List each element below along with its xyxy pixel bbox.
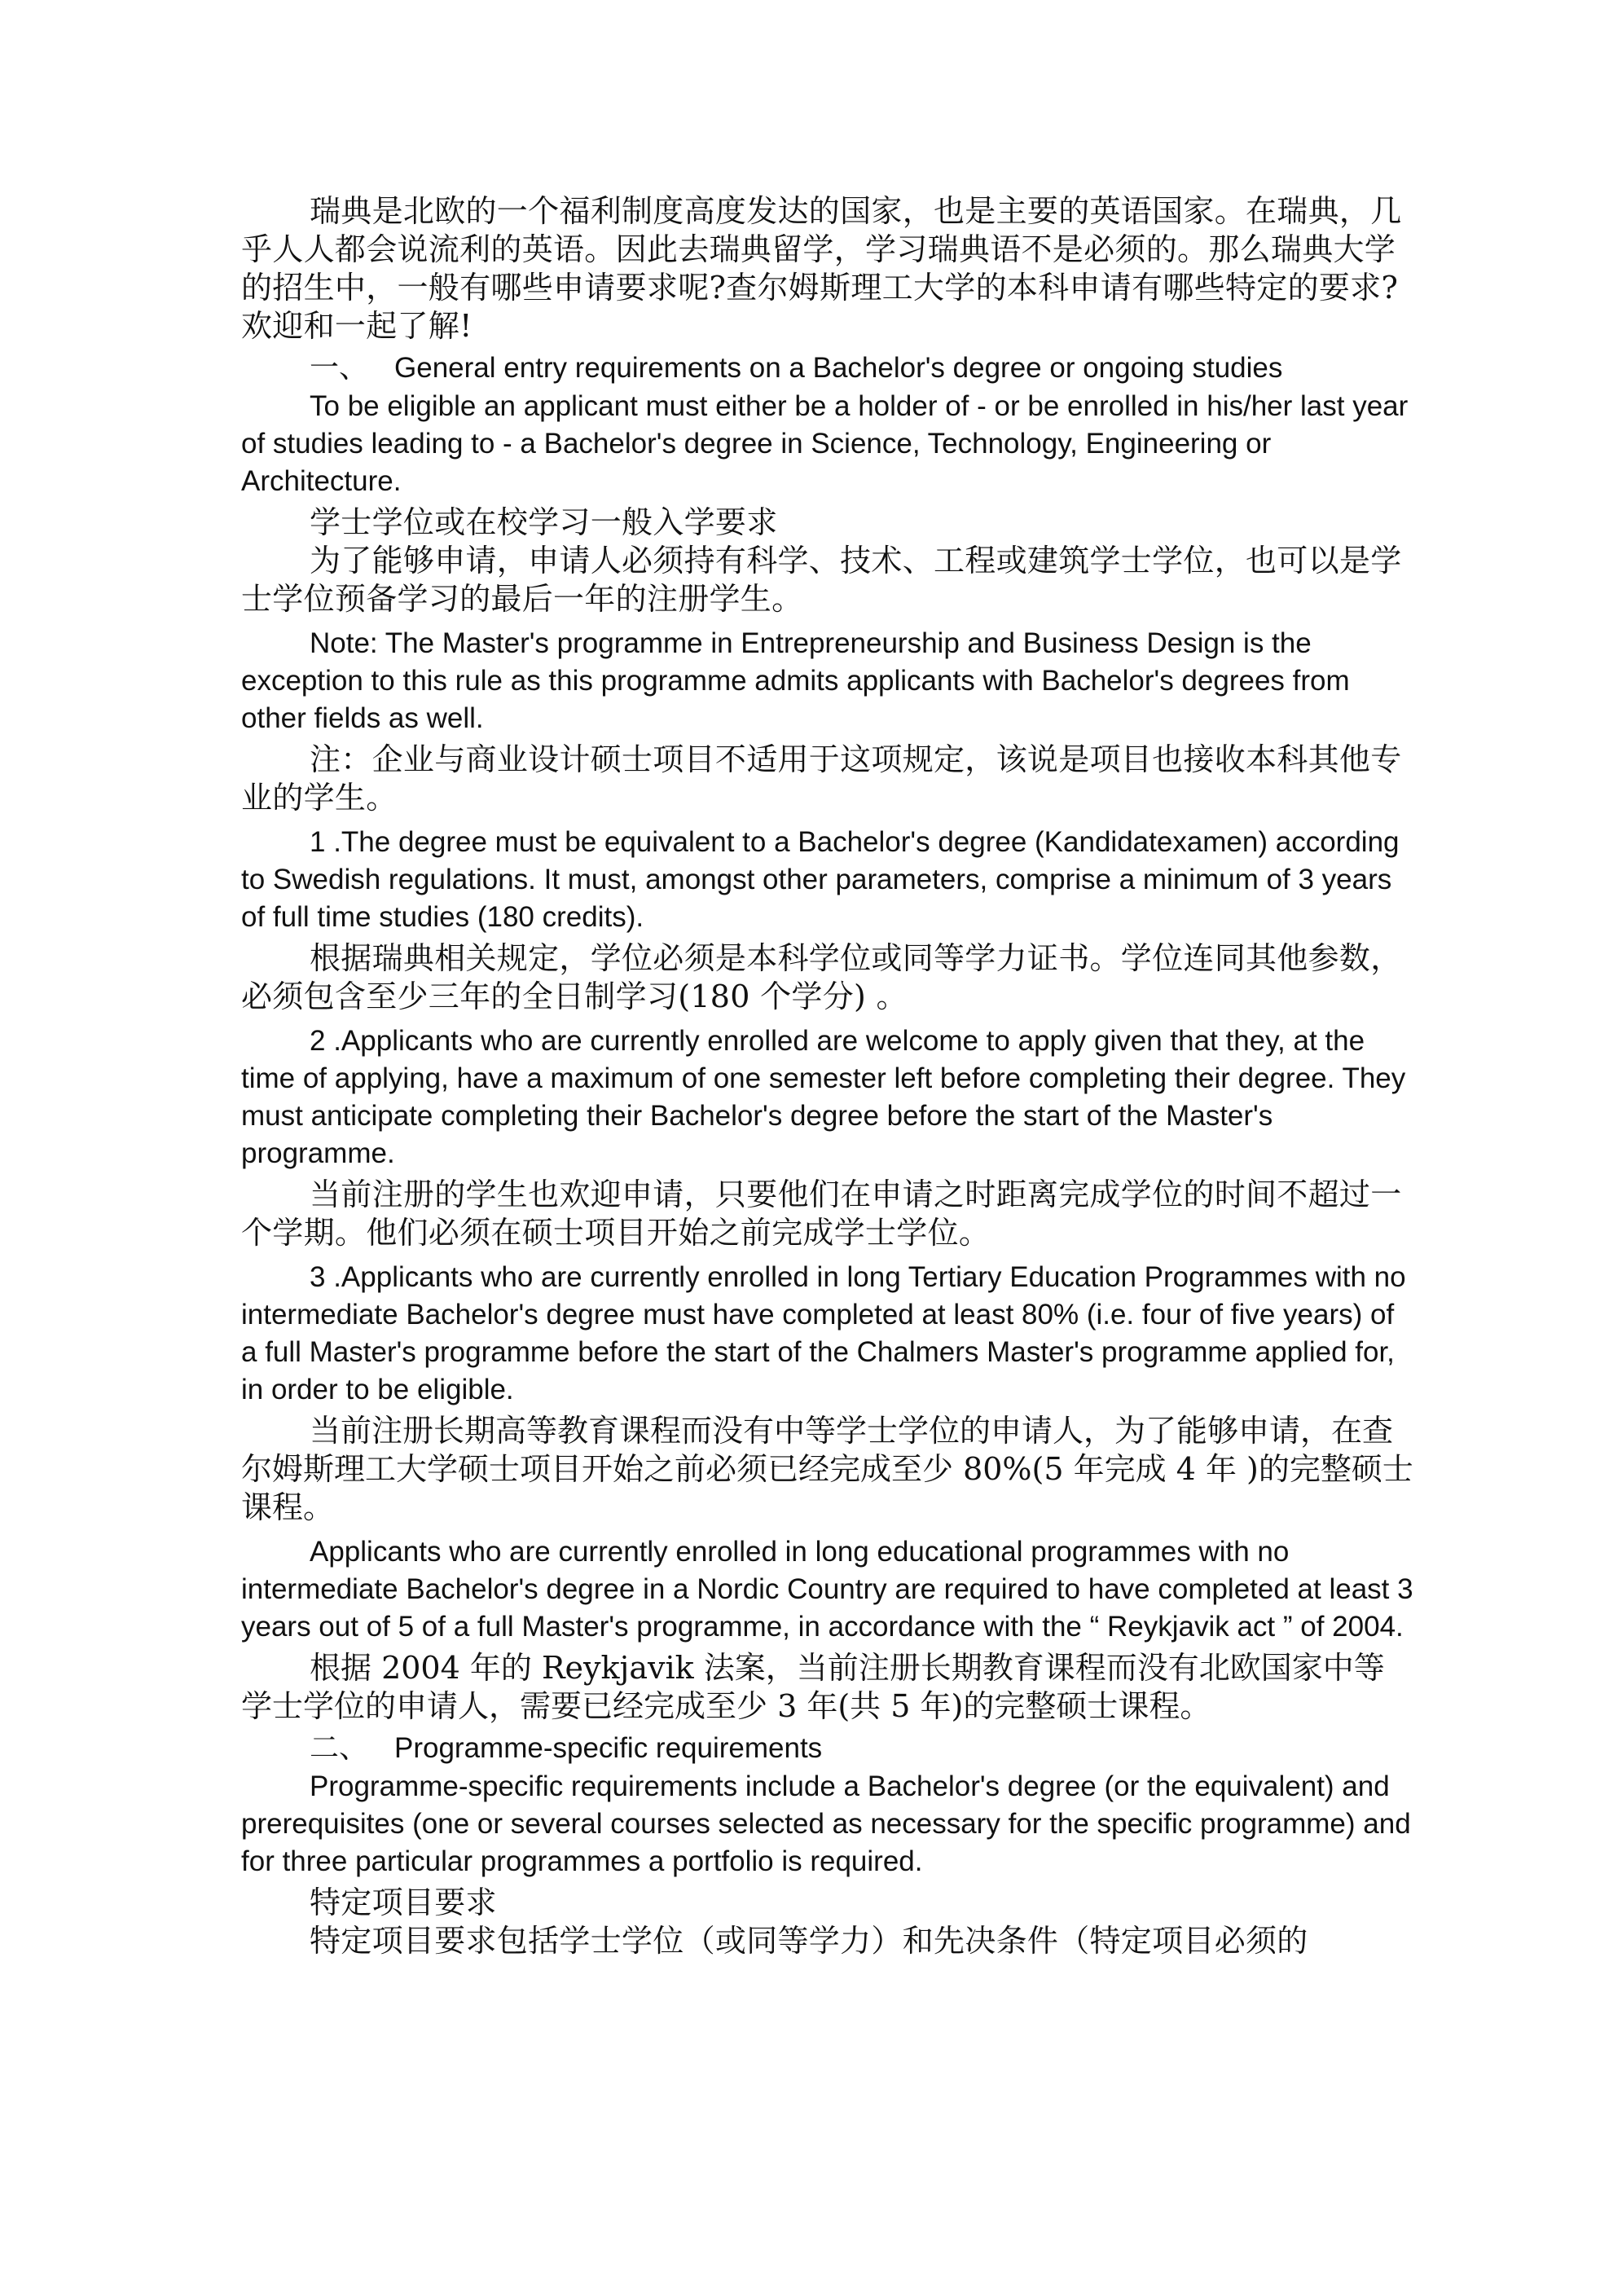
section-heading-programme (241, 1729, 1414, 1768)
programme-requirements-subheading-zh: 特定项目要求 (310, 1885, 497, 1920)
eligibility-paragraph-zh: 为了能够申请，申请人必须持有科学、技术、工程或建筑学士学位，也可以是学士学位预备学习的最后一年的注册学生。 (241, 543, 1402, 617)
programme-requirements-paragraph-zh: 特定项目要求包括学士学位（或同等学力）和先决条件（特定项目必须的 (310, 1923, 1308, 1959)
general-requirements-subheading-zh: 学士学位或在校学习一般入学要求 (310, 504, 778, 540)
rule-3-paragraph-en: 3 .Applicants who are currently enrolled in long Tertiary Education Programmes with no intermediate Bachelor's degree must have completed at least 80% (i.e. four of five years) of a full Master's programme before the start of the Chalmers Master's programme applied for, in order to be eligible. (241, 1261, 1406, 1405)
note-paragraph-en: Note: The Master's programme in Entrepreneurship and Business Design is the exception to this rule as this programme admits applicants with Bachelor's degrees from other fields as well. (241, 627, 1350, 734)
section-heading-general (241, 349, 1414, 388)
rule-1-paragraph-zh: 根据瑞典相关规定，学位必须是本科学位或同等学力证书。学位连同其他参数，必须包含至少三年的全日制学习(180 个学分) 。 (241, 940, 1402, 1014)
rule-1-paragraph-en: 1 .The degree must be equivalent to a Bachelor's degree (Kandidatexamen) according to Swedish regulations. It must, amongst other parameters, comprise a minimum of 3 years of full time studies (180 credits). (241, 826, 1400, 933)
document-page (241, 192, 1414, 1960)
section-number-1: 一、 (310, 351, 369, 385)
rule-3-paragraph-zh: 当前注册长期高等教育课程而没有中等学士学位的申请人，为了能够申请，在查尔姆斯理工大学硕士项目开始之前必须已经完成至少 80%(5 年完成 4 年 )的完整硕士课程。 (241, 1413, 1413, 1525)
nordic-paragraph-zh: 根据 2004 年的 Reykjavik 法案，当前注册长期教育课程而没有北欧国家中等学士学位的申请人，需要已经完成至少 3 年(共 5 年)的完整硕士课程。 (241, 1650, 1385, 1724)
section-number-2: 二、 (310, 1731, 369, 1765)
rule-2-paragraph-zh: 当前注册的学生也欢迎申请，只要他们在申请之时距离完成学位的时间不超过一个学期。他们必须在硕士项目开始之前完成学士学位。 (241, 1177, 1402, 1251)
intro-paragraph: 瑞典是北欧的一个福利制度高度发达的国家，也是主要的英语国家。在瑞典，几乎人人都会说流利的英语。因此去瑞典留学，学习瑞典语不是必须的。那么瑞典大学的招生中，一般有哪些申请要求呢?查尔姆斯理工大学的本科申请有哪些特定的要求?欢迎和一起了解! (241, 193, 1402, 344)
note-paragraph-zh: 注：企业与商业设计硕士项目不适用于这项规定，该说是项目也接收本科其他专业的学生。 (241, 741, 1402, 816)
eligibility-paragraph-en: To be eligible an applicant must either be a holder of - or be enrolled in his/her last year of studies leading to - a Bachelor's degree in Science, Technology, Engineering or Architecture. (241, 390, 1409, 497)
section-title-general: General entry requirements on a Bachelor's degree or ongoing studies (394, 352, 1283, 384)
programme-requirements-paragraph-en: Programme-specific requirements include a Bachelor's degree (or the equivalent) and prerequisites (one or several courses selected as necessary for the specific programme) and for three particular programmes a portfolio is required. (241, 1770, 1411, 1877)
section-title-programme: Programme-specific requirements (394, 1732, 823, 1764)
rule-2-paragraph-en: 2 .Applicants who are currently enrolled are welcome to apply given that they, at the time of applying, have a maximum of one semester left before completing their degree. They must anticipate completing their Bachelor's degree before the start of the Master's programme. (241, 1025, 1406, 1169)
nordic-paragraph-en: Applicants who are currently enrolled in long educational programmes with no intermediate Bachelor's degree in a Nordic Country are required to have completed at least 3 years out of 5 of a full Master's programme, in accordance with the “ Reykjavik act ” of 2004. (241, 1536, 1413, 1643)
